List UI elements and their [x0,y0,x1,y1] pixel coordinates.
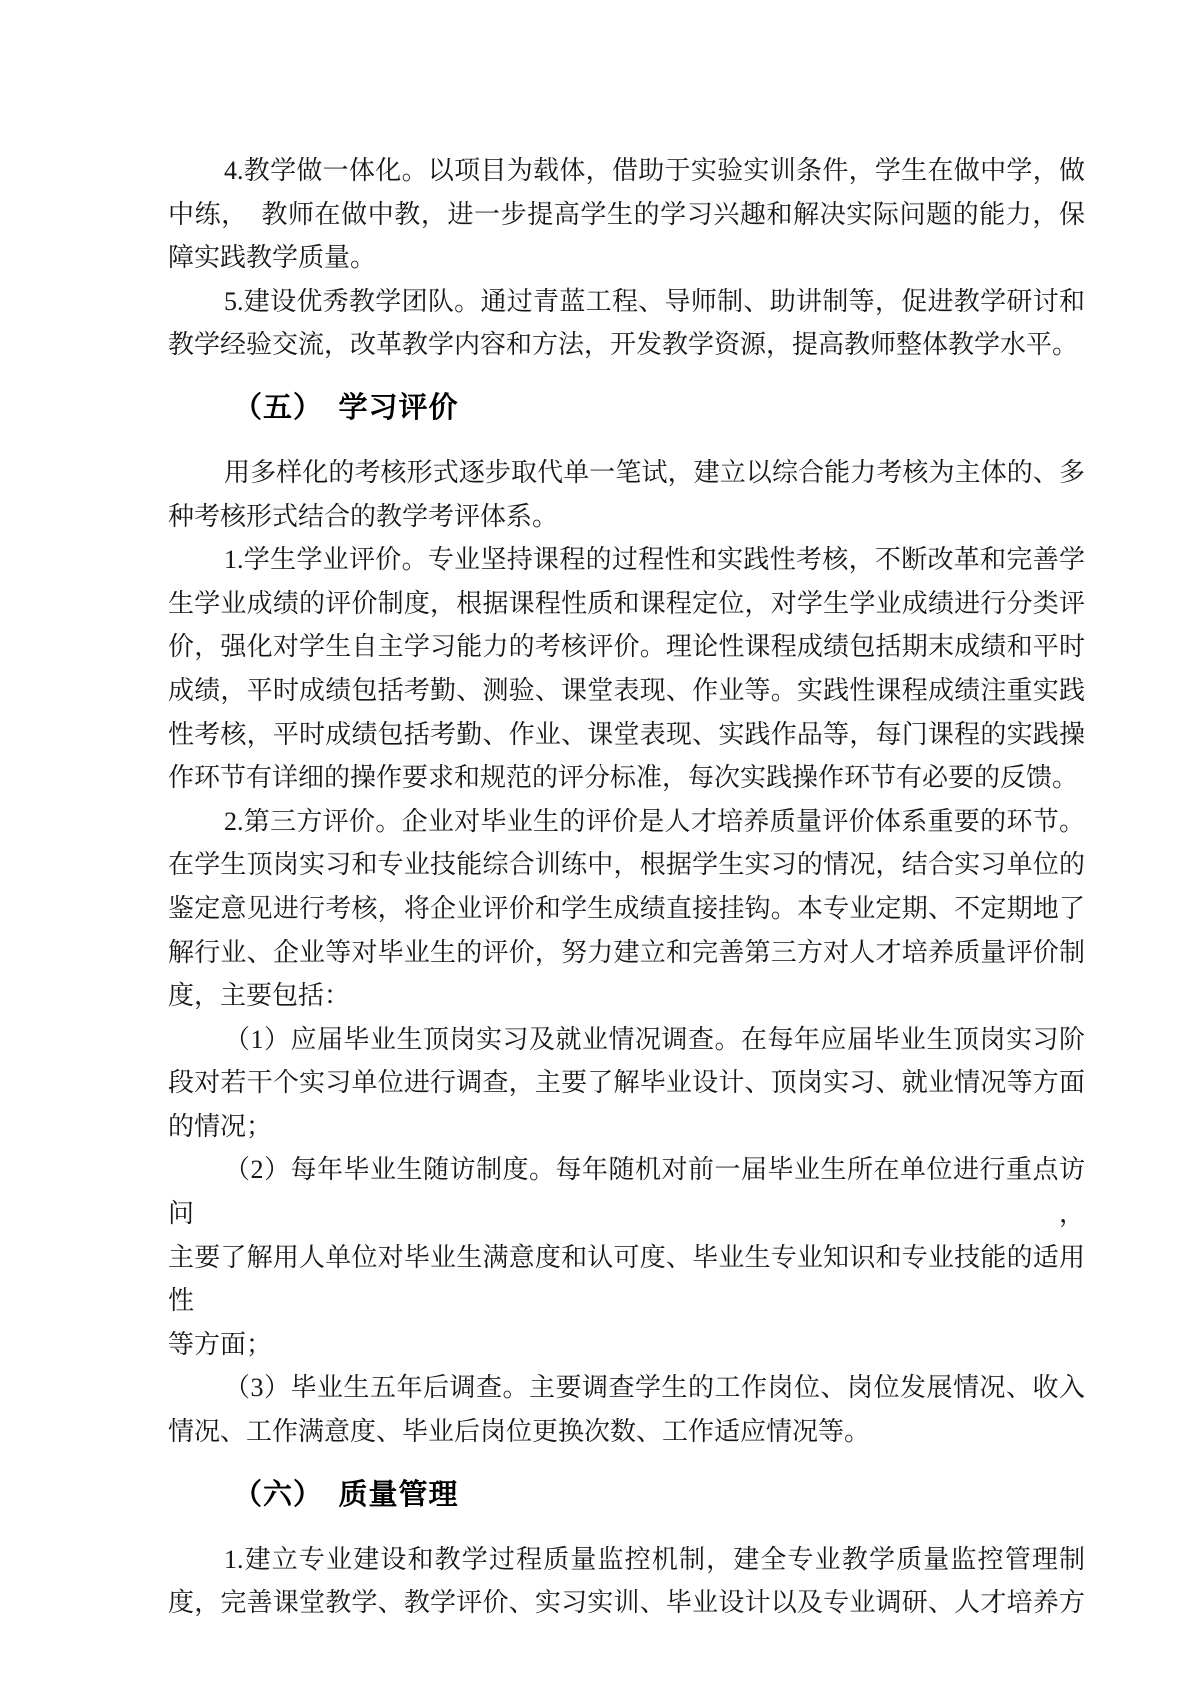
text-line: 1.建立专业建设和教学过程质量监控机制，建全专业教学质量监控管理制 [224,1544,1085,1574]
text-line: 度，完善课堂教学、教学评价、实习实训、毕业设计以及专业调研、人才培养方 [168,1588,1085,1618]
text-line: 解行业、企业等对毕业生的评价，努力建立和完善第三方对人才培养质量评价制 [168,937,1085,967]
text-line: （2）每年毕业生随访制度。每年随机对前一届毕业生所在单位进行重点访问， [168,1155,1085,1229]
text-line: 4.教学做一体化。以项目为载体，借助于实验实训条件，学生在做中学，做 [224,156,1085,185]
paragraph-item-1-internship-survey [168,1018,1085,1149]
text-line: 成绩，平时成绩包括考勤、测验、课堂表现、作业等。实践性课程成绩注重实践 [168,675,1085,705]
text-line: 性考核，平时成绩包括考勤、作业、课堂表现、实践作品等，每门课程的实践操 [168,719,1085,749]
text-line: 情况、工作满意度、毕业后岗位更换次数、工作适应情况等。 [168,1417,871,1447]
text-line: 种考核形式结合的教学考评体系。 [168,501,559,531]
paragraph-item-3-five-year-survey [168,1366,1085,1453]
text-line: 1.学生学业评价。专业坚持课程的过程性和实践性考核，不断改革和完善学 [224,545,1085,575]
paragraph-third-party-evaluation [168,800,1085,1018]
paragraph-quality-monitoring [168,1538,1085,1625]
paragraph-teaching-team [168,280,1085,367]
text-line: 在学生顶岗实习和专业技能综合训练中，根据学生实习的情况，结合实习单位的 [168,850,1085,880]
paragraph-evaluation-intro [168,451,1085,538]
section-heading-learning-evaluation: （五） 学习评价 [233,391,459,424]
text-line: 的情况； [168,1111,273,1141]
paragraph-student-academic-evaluation [168,538,1085,800]
text-line: （3）毕业生五年后调查。主要调查学生的工作岗位、岗位发展情况、收入 [224,1373,1085,1403]
text-line: 生学业成绩的评价制度，根据课程性质和课程定位，对学生学业成绩进行分类评 [168,588,1085,618]
text-line: 中练， 教师在做中教，进一步提高学生的学习兴趣和解决实际问题的能力，保 [168,199,1085,229]
text-line: 价，强化对学生自主学习能力的考核评价。理论性课程成绩包括期末成绩和平时 [168,632,1085,662]
text-line: 度，主要包括： [168,981,351,1011]
section-heading-quality-management: （六） 质量管理 [233,1478,459,1511]
text-line: 段对若干个实习单位进行调查，主要了解毕业设计、顶岗实习、就业情况等方面 [168,1068,1085,1098]
text-line: 主要了解用人单位对毕业生满意度和认可度、毕业生专业知识和专业技能的适用性 [168,1242,1085,1316]
text-line: 鉴定意见进行考核，将企业评价和学生成绩直接挂钩。本专业定期、不定期地了 [168,893,1085,923]
text-line: 2.第三方评价。企业对毕业生的评价是人才培养质量评价体系重要的环节。 [224,806,1085,836]
text-line: 等方面； [168,1329,273,1359]
text-line: （1）应届毕业生顶岗实习及就业情况调查。在每年应届毕业生顶岗实习阶 [224,1024,1085,1054]
text-line: 作环节有详细的操作要求和规范的评分标准，每次实践操作环节有必要的反馈。 [168,763,1079,793]
paragraph-teaching-integration [168,149,1085,280]
paragraph-item-2-graduate-followup [168,1148,1085,1366]
text-line: 用多样化的考核形式逐步取代单一笔试，建立以综合能力考核为主体的、多 [224,457,1085,487]
text-line: 5.建设优秀教学团队。通过青蓝工程、导师制、助讲制等，促进教学研讨和 [224,286,1085,316]
text-line: 教学经验交流，改革教学内容和方法，开发教学资源，提高教师整体教学水平。 [168,330,1079,360]
text-line: 障实践教学质量。 [168,243,377,273]
